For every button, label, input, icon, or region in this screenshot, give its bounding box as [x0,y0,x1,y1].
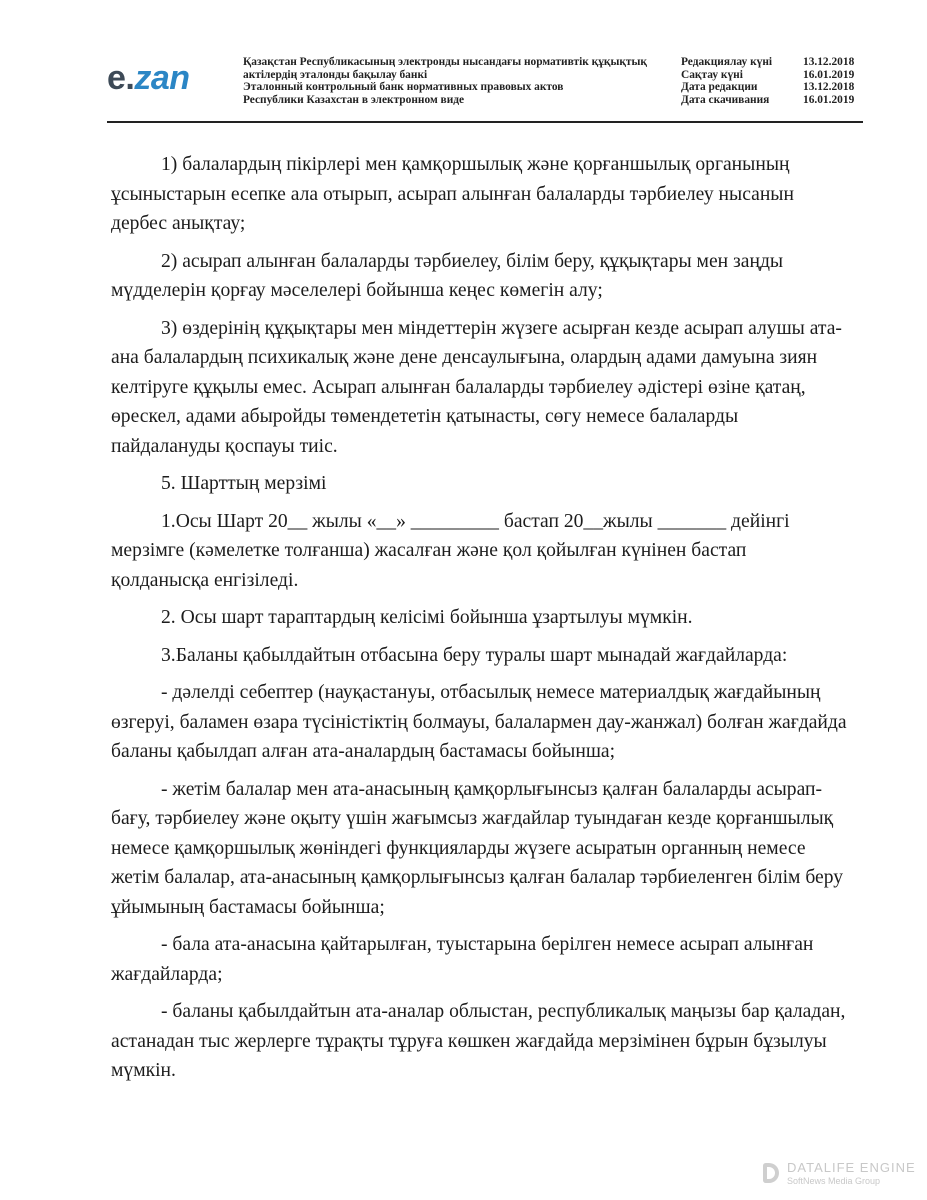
meta-label: Дата редакции [681,81,758,94]
paragraph-bullet-1: - дәлелді себептер (науқастануы, отбасылық немесе материалдық жағдайының өзгеруі, баламен өзара түсіністіктің болмауы, балалармен дау-жанжал) болған жағдайда баланы қабылдап алған ата-аналардың бастамасы бойынша; [111,682,847,762]
meta-value: 16.01.2019 [803,68,855,81]
section-heading-term: 5. Шарттың мерзімі [161,473,327,494]
document-body [111,150,849,1094]
meta-row-edit-date-kz [681,56,861,69]
paragraph-term-1: 1.Осы Шарт 20__ жылы «__» _________ бастап 20__жылы _______ дейінгі мерзімге (кәмелетке толғанша) жасалған және қол қойылған күнінен бастап қолданысқа енгізіледі. [111,510,790,591]
paragraph-item-3: 3) өздерінің құқықтары мен міндеттерін жүзеге асырған кезде асырап алушы ата-ана балалардың психикалық және дене денсаулығына, олардың адами дамуына зиян келтіруге құқылы емес. Асырап алынған балаларды тәрбиелеу әдістері өзіне қатаң, өрескел, адами абыройды төмендететін қатынасты, сөгу немесе балаларды пайдалануды қоспауы тиіс. [111,317,842,457]
paragraph-term-2: 2. Осы шарт тараптардың келісімі бойынша ұзартылуы мүмкін. [161,607,693,628]
paragraph-bullet-2: - жетім балалар мен ата-анасының қамқорлығынсыз қалған балаларды асырап-бағу, тәрбиелеу және оқыту үшін жағымсыз жағдайлар туындаған кезде қорғаншылық немесе қамқоршылық жөніндегі функцияларды жүзеге асыратын органның немесе жетім балалар, ата-анасының қамқорлығынсыз қалған балалар тәрбиеленген білім беру ұйымының бастамасы бойынша; [111,778,844,918]
datalife-engine-watermark [763,1161,923,1191]
header-line: актілердің эталонды бақылау банкі [243,68,428,81]
meta-value: 13.12.2018 [803,56,855,68]
meta-label: Редакциялау күні [681,56,773,68]
header-line: Республики Казахстан в электронном виде [243,93,465,106]
logo-dot: . [125,59,135,97]
meta-value: 13.12.2018 [803,81,855,94]
meta-row-save-date-kz [681,69,861,82]
paragraph-bullet-3: - бала ата-анасына қайтарылған, туыстарына берілген немесе асырап алынған жағдайларда; [111,934,814,985]
datalife-logo-icon [763,1163,779,1183]
header-divider [107,121,863,123]
meta-row-edit-date-ru [681,81,861,94]
document-header [107,52,863,118]
watermark-title: DATALIFE ENGINE [787,1160,916,1175]
meta-value: 16.01.2019 [803,93,855,106]
header-bank-title [243,56,663,106]
header-line: Қазақстан Республикасының электронды нысандағы нормативтік құқықтық [243,56,647,68]
watermark-subtitle: SoftNews Media Group [787,1176,881,1186]
logo-zan: zan [134,59,190,97]
header-line: Эталонный контрольный банк нормативных правовых актов [243,81,564,94]
logo-e: e [107,59,126,97]
paragraph-item-2: 2) асырап алынған балаларды тәрбиелеу, білім беру, құқықтары мен заңды мүдделерін қорғау мәселелері бойынша кеңес көмегін алу; [111,250,784,301]
paragraph-term-3: 3.Баланы қабылдайтын отбасына беру туралы шарт мынадай жағдайларда: [161,644,788,666]
paragraph-bullet-4: - баланы қабылдайтын ата-аналар облыстан, республикалық маңызы бар қаладан, астанадан тыс жерлерге тұрақты тұруға көшкен жағдайда мерзімінен бұрын бұзылуы мүмкін. [111,1001,846,1081]
meta-label: Сақтау күні [681,68,743,81]
ezan-logo [107,58,190,98]
header-dates [681,56,861,106]
meta-row-download-date-ru [681,94,861,107]
paragraph-item-1: 1) балалардың пікірлері мен қамқоршылық және қорғаншылық органының ұсыныстарын есепке ала отырып, асырап алынған балаларды тәрбиелеу нысанын дербес анықтау; [111,154,794,234]
meta-label: Дата скачивания [681,93,770,106]
